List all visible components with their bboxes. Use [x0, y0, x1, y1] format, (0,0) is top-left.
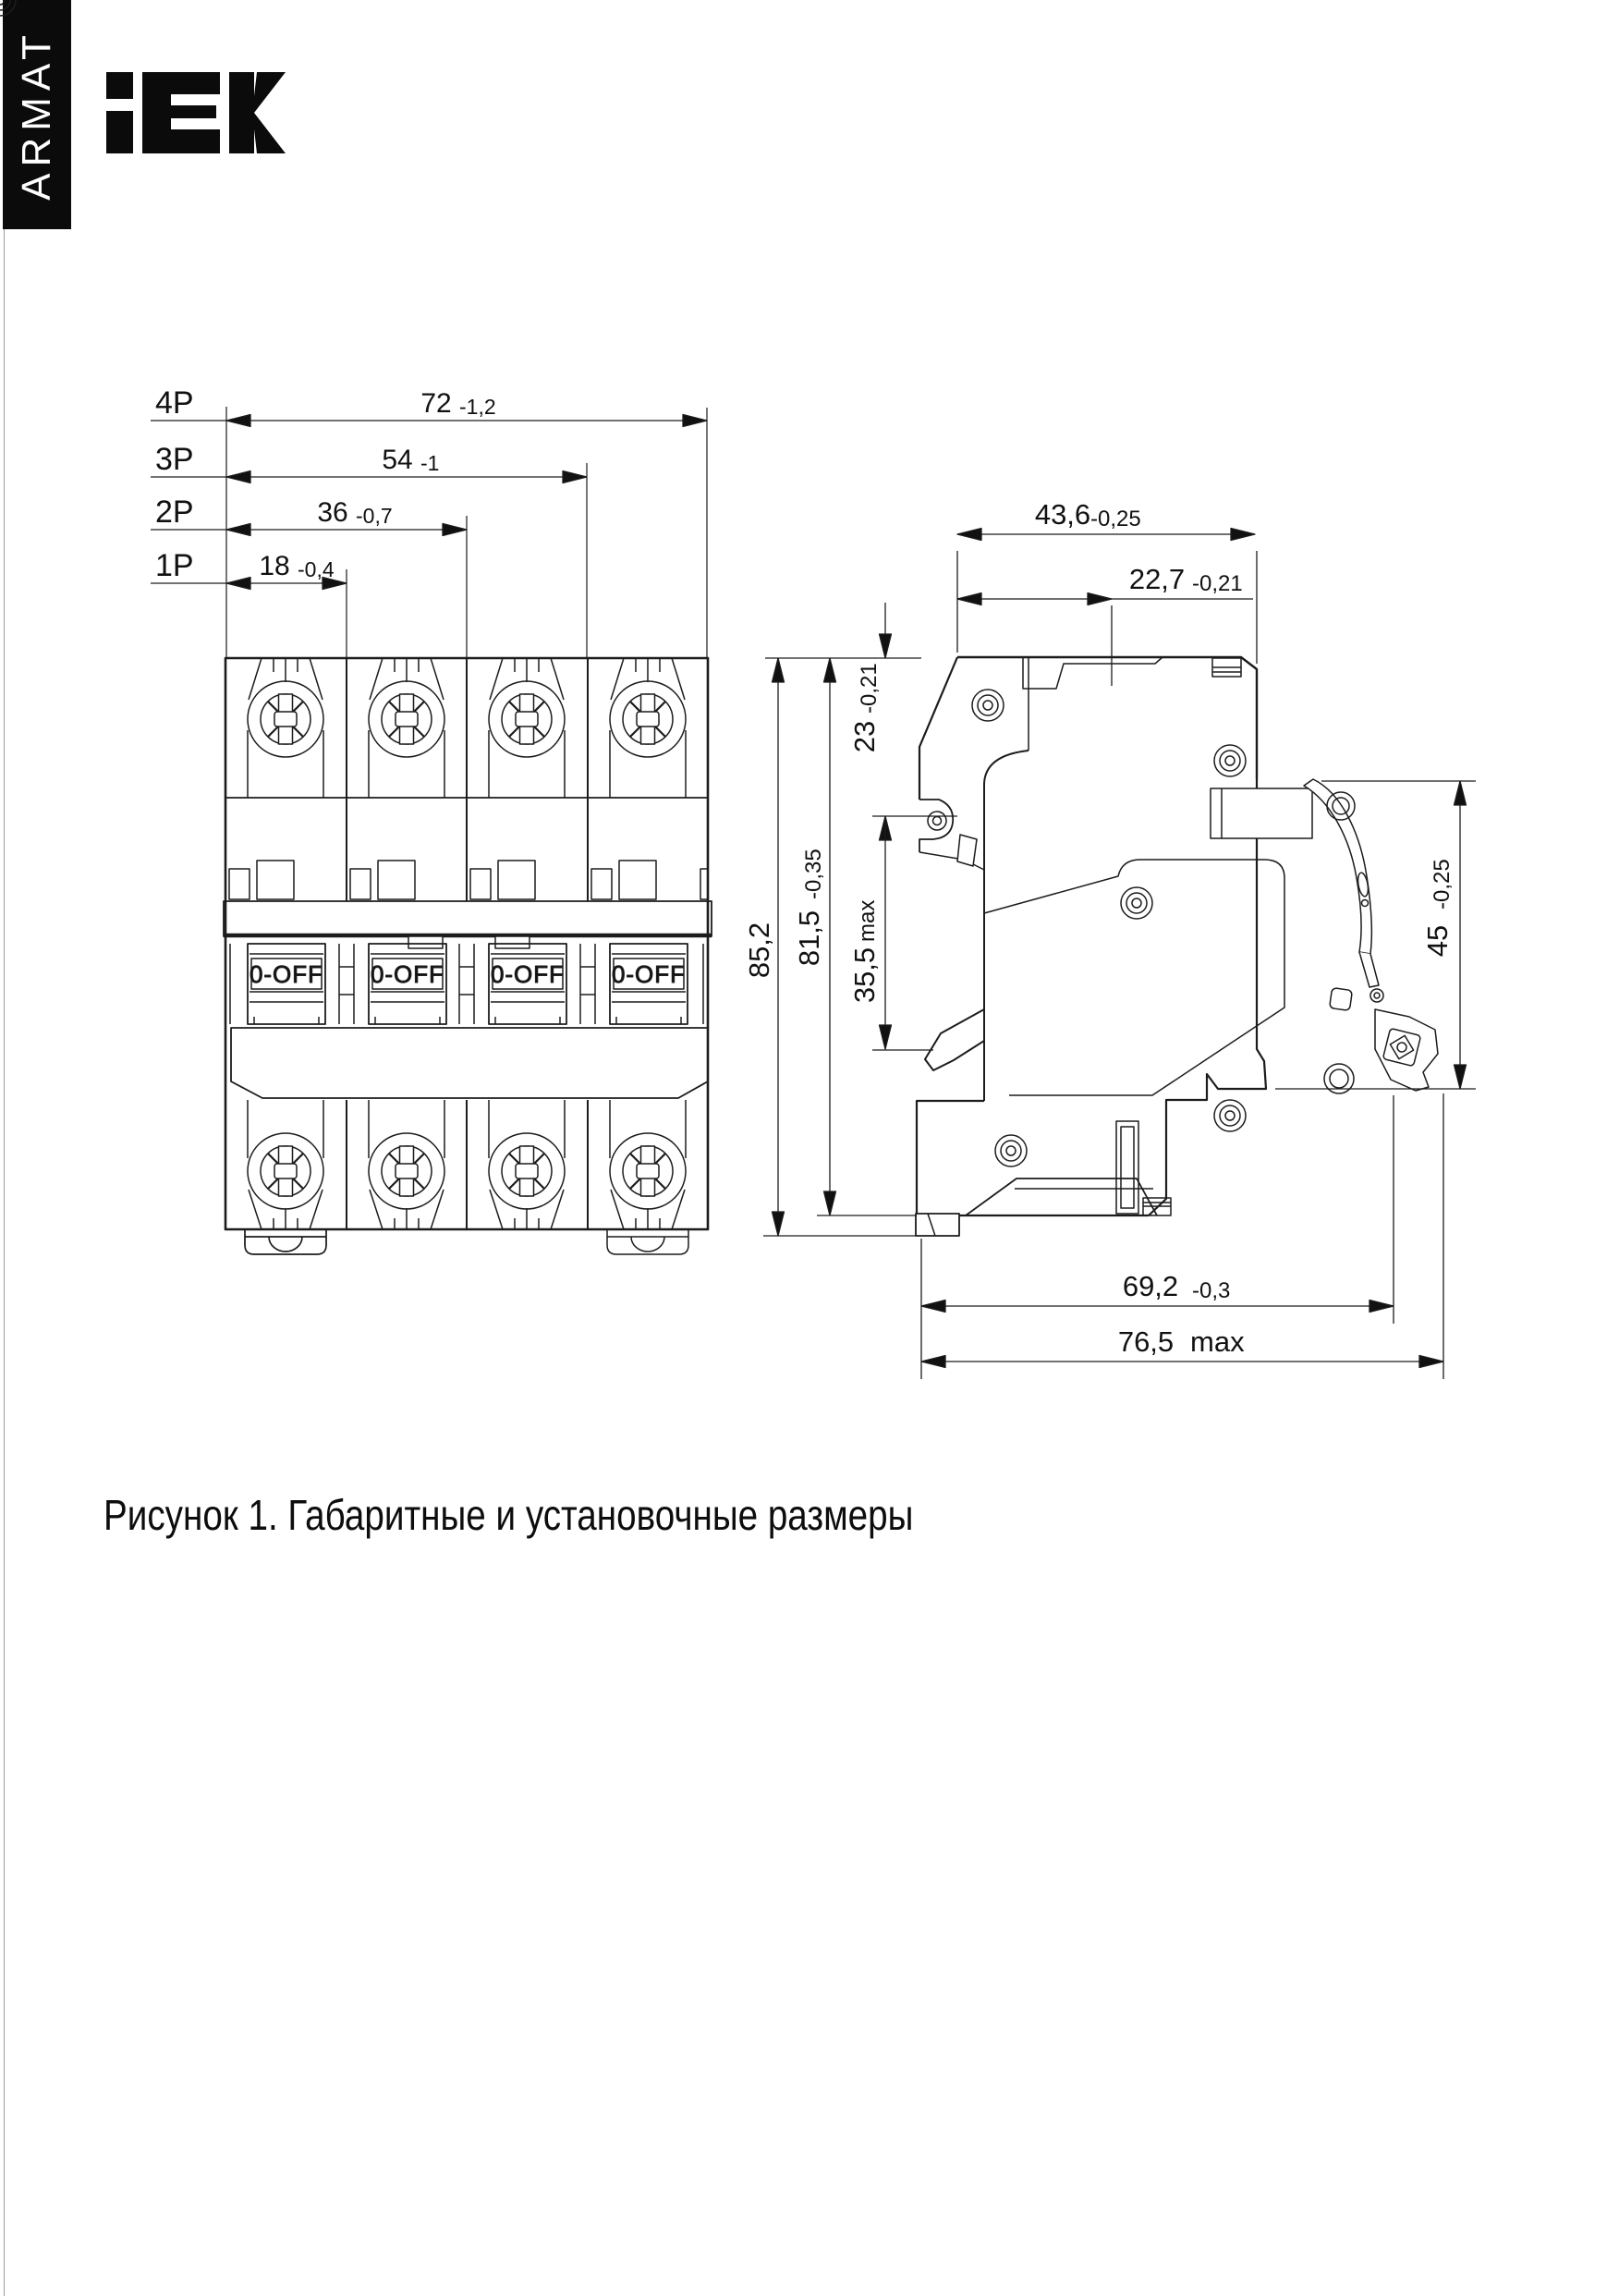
- dim-3p-tol: -1: [420, 451, 440, 475]
- rocker-switches: [230, 944, 703, 1024]
- rocker-label-2: 0-OFF: [370, 960, 445, 988]
- dim-3p-value: 54: [382, 445, 413, 475]
- dim-din-value: 45: [1421, 924, 1454, 958]
- dim-bodyheight-tol: -0,35: [801, 849, 826, 899]
- dim-width-value: 43,6: [1034, 498, 1091, 531]
- toggle-lever: [925, 1009, 984, 1070]
- dim-1p-tol: -0,4: [298, 557, 335, 581]
- dim-depth-value: 69,2: [1122, 1270, 1179, 1302]
- dim-lever-tol: max: [855, 899, 880, 942]
- dim-totalheight-value: 85,2: [743, 922, 775, 979]
- rocker-label-4: 0-OFF: [611, 960, 687, 988]
- dim-3p-label: 3P: [155, 442, 194, 477]
- dim-2p-tol: -0,7: [356, 504, 393, 528]
- series-label: ARMAT: [14, 29, 59, 201]
- figure-caption: Рисунок 1. Габаритные и установочные размеры: [103, 1491, 914, 1539]
- dim-1p-label: 1P: [155, 548, 194, 583]
- dim-2p-label: 2P: [155, 495, 194, 530]
- dim-panel-value: 22,7: [1128, 563, 1186, 595]
- dim-topoffset-value: 23: [848, 720, 881, 753]
- din-feet: [245, 1229, 688, 1254]
- dim-2p-value: 36: [317, 497, 348, 528]
- pole-dimensions: [151, 385, 707, 590]
- dim-4p-value: 72: [420, 388, 452, 419]
- dim-din-tol: -0,25: [1430, 859, 1455, 910]
- dim-panel-tol: -0,21: [1192, 571, 1243, 596]
- din-clip: [1304, 779, 1438, 1093]
- front-view: [151, 385, 712, 1254]
- dim-width-tol: -0,25: [1090, 507, 1141, 531]
- rocker-label-1: 0-OFF: [249, 960, 324, 988]
- dim-1p-value: 18: [259, 551, 290, 581]
- dim-topoffset-tol: -0,21: [857, 663, 882, 714]
- dim-4p-label: 4P: [155, 385, 194, 421]
- dim-depthmax-tol: max: [1190, 1325, 1245, 1358]
- terminal-clamps: [229, 861, 708, 899]
- rocker-label-3: 0-OFF: [490, 960, 566, 988]
- dim-depth-tol: -0,3: [1192, 1278, 1231, 1303]
- dim-lever-value: 35,5: [848, 946, 881, 1004]
- dim-depthmax-value: 76,5: [1117, 1325, 1175, 1358]
- dim-4p-tol: -1,2: [459, 395, 496, 419]
- dim-bodyheight-value: 81,5: [793, 910, 825, 967]
